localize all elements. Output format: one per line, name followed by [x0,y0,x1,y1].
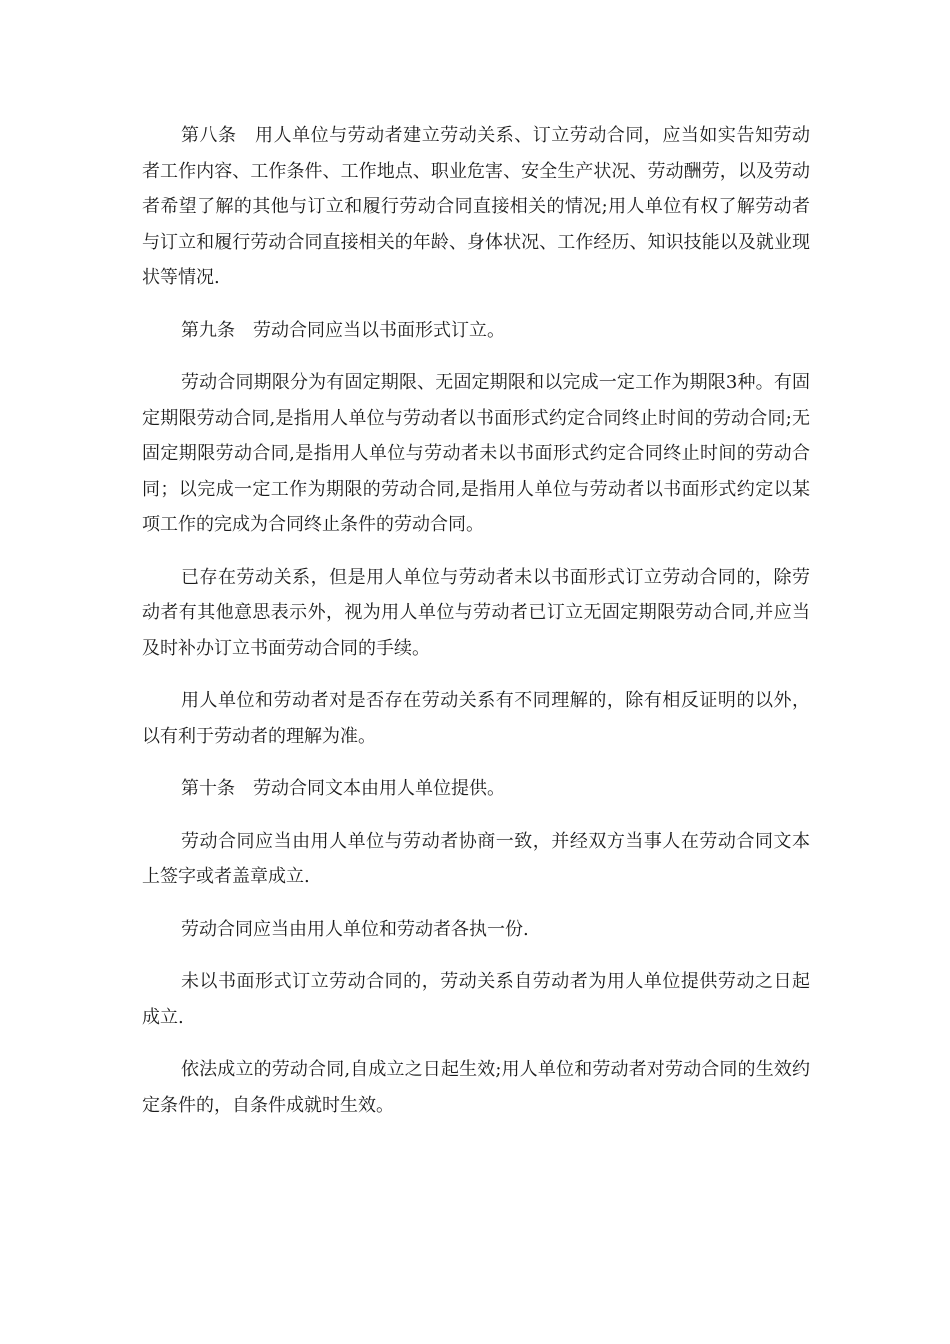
paragraph-existing-relationship: 已存在劳动关系，但是用人单位与劳动者未以书面形式订立劳动合同的，除劳动者有其他意思表示外，视为用人单位与劳动者已订立无固定期限劳动合同,并应当及时补办订立书面劳动合同的手续。 [142,566,810,659]
paragraph-consensus: 劳动合同应当由用人单位与劳动者协商一致，并经双方当事人在劳动合同文本上签字或者盖章成立. [142,830,810,887]
paragraph-effectiveness: 依法成立的劳动合同,自成立之日起生效;用人单位和劳动者对劳动合同的生效约定条件的，自条件成就时生效。 [142,1059,810,1116]
paragraph-unwritten-contract: 未以书面形式订立劳动合同的，劳动关系自劳动者为用人单位提供劳动之日起成立. [142,971,810,1028]
document-body [142,118,810,1140]
paragraph-contract-terms: 劳动合同期限分为有固定期限、无固定期限和以完成一定工作为期限3种。有固定期限劳动合同,是指用人单位与劳动者以书面形式约定合同终止时间的劳动合同;无固定期限劳动合同,是指用人单位与劳动者未以书面形式约定合同终止时间的劳动合同；以完成一定工作为期限的劳动合同,是指用人单位与劳动者以书面形式约定以某项工作的完成为合同终止条件的劳动合同。 [142,372,810,535]
paragraph-article-8: 第八条 用人单位与劳动者建立劳动关系、订立劳动合同，应当如实告知劳动者工作内容、工作条件、工作地点、职业危害、安全生产状况、劳动酬劳，以及劳动者希望了解的其他与订立和履行劳动合同直接相关的情况;用人单位有权了解劳动者与订立和履行劳动合同直接相关的年龄、身体状况、工作经历、知识技能以及就业现状等情况. [142,125,810,288]
paragraph-copies: 劳动合同应当由用人单位和劳动者各执一份. [181,918,529,940]
paragraph-interpretation: 用人单位和劳动者对是否存在劳动关系有不同理解的，除有相反证明的以外，以有利于劳动者的理解为准。 [142,690,810,747]
paragraph-article-9: 第九条 劳动合同应当以书面形式订立。 [181,319,505,341]
paragraph-article-10: 第十条 劳动合同文本由用人单位提供。 [181,778,505,799]
